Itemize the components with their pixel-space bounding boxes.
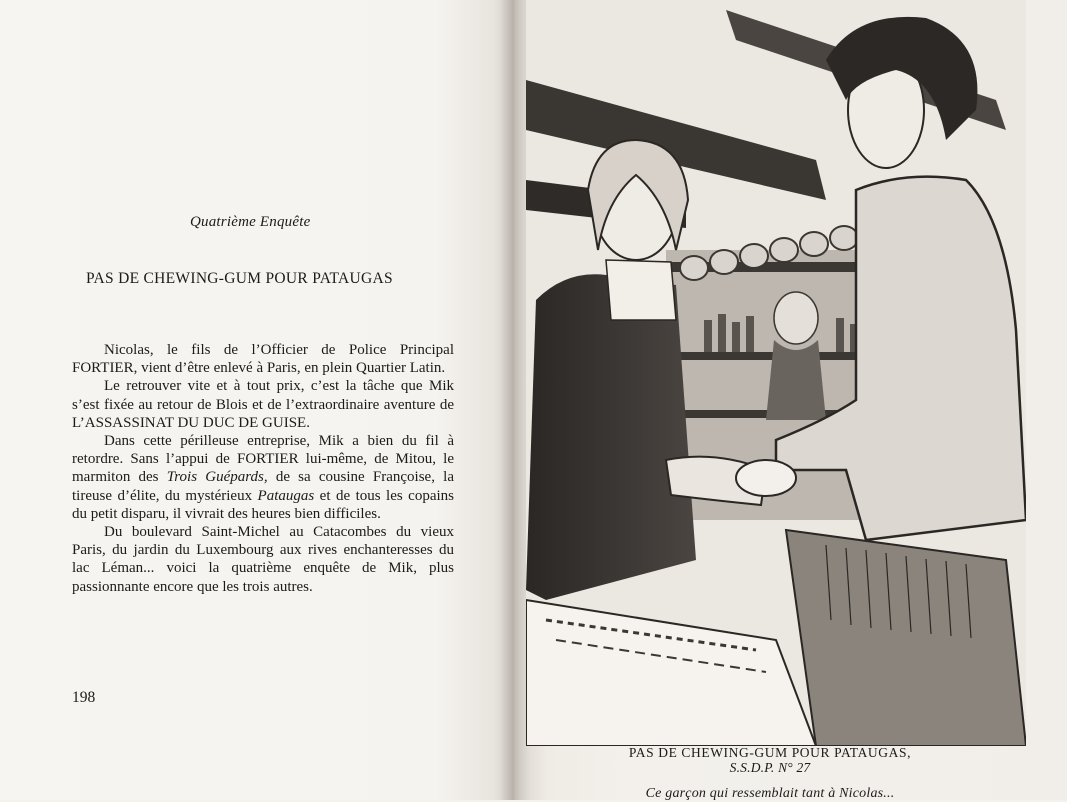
synopsis-paragraph bbox=[72, 377, 454, 432]
text-run: Nicolas, le fils de l’Officier de Police Principal FORTIER, vient d’être enlevé à Paris, en plein Quartier Latin. bbox=[72, 342, 454, 377]
section-label: Quatrième Enquête bbox=[190, 214, 311, 230]
synopsis-paragraph bbox=[72, 523, 454, 596]
synopsis-paragraph bbox=[72, 341, 454, 377]
synopsis-text bbox=[72, 341, 454, 596]
left-page bbox=[0, 0, 514, 800]
text-run: Dans cette périlleuse entreprise, Mik a bien du fil à retordre. Sans l’appui de FORTIER lui-même, de Mitou, le marmiton des bbox=[72, 433, 454, 486]
text-run: Du boulevard Saint-Michel au Catacombes du vieux Paris, du jardin du Luxembourg aux rives enchanteresses du lac Léman... voici la quatrième enquête de Mik, plus passionnante encore que les trois autres. bbox=[72, 524, 454, 595]
illustration-caption bbox=[560, 745, 980, 775]
italic-title-run: Trois Guépards, bbox=[166, 469, 268, 486]
text-run: et de tous les copains du petit disparu, il vivrait des heures bien difficiles. bbox=[72, 487, 454, 522]
caption-quote: Ce garçon qui ressemblait tant à Nicolas... bbox=[645, 786, 895, 801]
handshake-scene-illustration-icon bbox=[526, 0, 1026, 746]
synopsis-paragraph bbox=[72, 432, 454, 523]
text-run: Le retrouver vite et à tout prix, c’est la tâche que Mik s’est fixée au retour de Blois et de l’extraordinaire aventure de L’ASSASSINAT DU DUC DE GUISE. bbox=[72, 378, 454, 431]
italic-title-run: Pataugas bbox=[257, 487, 315, 504]
text-run: de sa cousine Françoise, la tireuse d’élite, du mystérieux bbox=[72, 469, 454, 504]
book-title: PAS DE CHEWING-GUM POUR PATAUGAS bbox=[86, 270, 393, 287]
page-number: 198 bbox=[72, 689, 96, 706]
caption-series: S.S.D.P. N° 27 bbox=[729, 760, 811, 775]
caption-title: PAS DE CHEWING-GUM POUR PATAUGAS, bbox=[628, 745, 912, 760]
